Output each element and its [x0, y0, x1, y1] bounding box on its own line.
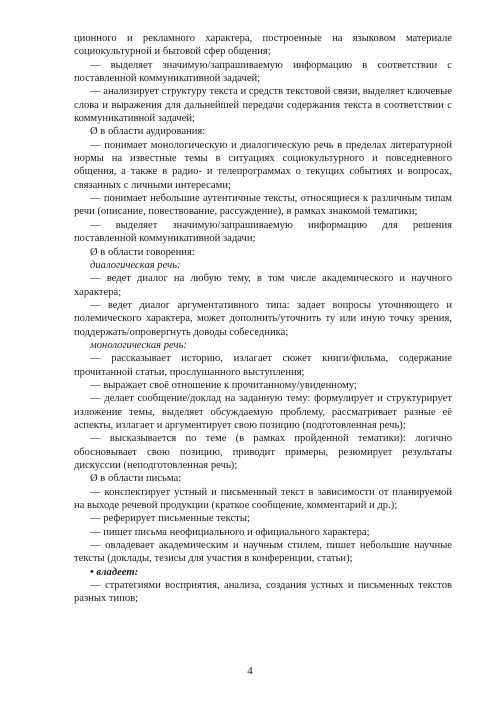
list-item-monologue-attitude: — выражает своё отношение к прочитанному/увиденному;	[90, 379, 357, 391]
section-heading-writing: Ø в области письма:	[90, 473, 182, 485]
list-item-listening-authentic-texts: — понимает небольшие аутентичные тексты, относящиеся к различным типам речи (описание, повествование, рассуждение), в рамках знакомой тематики;	[74, 193, 452, 218]
list-item-writing-abstracts: — реферирует письменные тексты;	[90, 513, 250, 525]
list-item-writing-notes: — конспектирует устный и письменный текст в зависимости от планируемой на выходе речевой продукции (краткое сообщение, комментарий и др.);	[74, 486, 452, 512]
list-item-monologue-report: — делает сообщение/доклад на заданную тему: формулирует и структурирует изложение темы, выделяет обсуждаемую проблему, рассматривает разные её аспекты, излагает и аргументирует свою позицию (подготовленная речь);	[74, 393, 452, 431]
page-number: 4	[247, 665, 253, 677]
list-item-listening-highlight: — выделяет значимую/запрашиваемую информацию для решения поставленной коммуникативной задачи;	[74, 219, 452, 245]
list-item-masters-strategies: — стратегиями восприятия, анализа, создания устных и письменных текстов разных типов;	[74, 580, 452, 605]
list-item-monologue-topic: — высказывается по теме (в рамках пройденной тематики): логично обосновывает свою позицию, приводит примеры, резюмирует результаты дискуссии (неподготовленная речь);	[74, 433, 452, 471]
list-item-writing-letters: — пишет письма неофициального и официального характера;	[90, 526, 370, 538]
section-heading-speaking: Ø в области говорения:	[90, 246, 195, 258]
subheading-monologue: монологическая речь:	[90, 339, 187, 351]
list-item-monologue-story: — рассказывает историю, излагает сюжет книги/фильма, содержание прочитанной статьи, прослушанного выступления;	[74, 353, 452, 378]
section-heading-listening: Ø в области аудирования:	[90, 126, 206, 138]
body-text	[74, 32, 452, 606]
list-item-listening-understand-speech: — понимает монологическую и диалогическую речь в пределах литературной нормы на известные темы в ситуациях социокультурного и повседневного общения, а также в радио- и телепрограммах о текущих событиях и вопросах, связанных с личными интересами;	[74, 139, 452, 191]
subheading-dialogue: диалогическая речь:	[90, 259, 181, 271]
paragraph-continuation: ционного и рекламного характера, построенные на языковом материале социокультурной и бытовой сфер общения;	[74, 33, 452, 58]
list-item-reading-analyze: — анализирует структуру текста и средств текстовой связи, выделяет ключевые слова и выражения для дальнейшей передачи содержания текста в соответствии с коммуникативной задачей;	[74, 86, 452, 125]
section-heading-masters: • владеет:	[90, 566, 139, 578]
list-item-writing-academic: — овладевает академическим и научным стилем, пишет небольшие научные тексты (доклады, тезисы для участия в конференции, статьи);	[74, 540, 452, 565]
list-item-reading-highlight: — выделяет значимую/запрашиваемую информацию в соответствии с поставленной коммуникативной задачей;	[74, 59, 452, 85]
list-item-dialogue-any-topic: — ведет диалог на любую тему, в том числе академического и научного характера;	[74, 273, 452, 298]
list-item-dialogue-argumentative: — ведет диалог аргументативного типа: задает вопросы уточняющего и полемического характера, может дополнить/уточнить ту или иную точку зрения, поддержать/опровергнуть доводы собеседника;	[74, 299, 452, 338]
